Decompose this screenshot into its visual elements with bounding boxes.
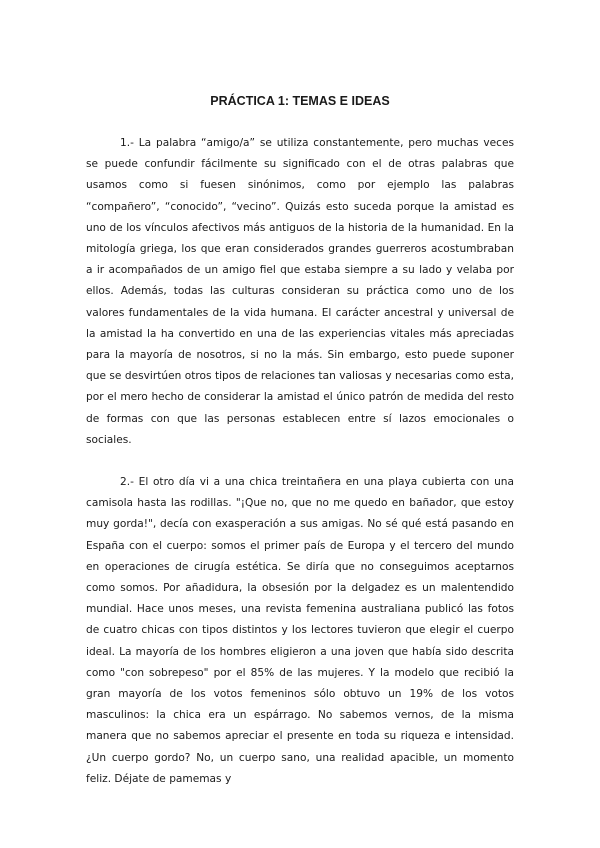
document-page [86, 90, 514, 790]
paragraph-1: 1.- La palabra “amigo/a” se utiliza constantemente, pero muchas veces se puede confundir fácilmente su significado con el de otras palabras que usamos como si fuesen sinónimos, como por ejemplo las palabras “compañero”, “conocido”, “vecino”. Quizás esto suceda porque la amistad es uno de los vínculos afectivos más antiguos de la historia de la humanidad. En la mitología griega, los que eran considerados grandes guerreros acostumbraban a ir acompañados de un amigo fiel que estaba siempre a su lado y velaba por ellos. Además, todas las culturas consideran su práctica como uno de los valores fundamentales de la vida humana. El carácter ancestral y universal de la amistad la ha convertido en una de las experiencias vitales más apreciadas para la mayoría de nosotros, si no la más. Sin embargo, esto puede suponer que se desvirtúen otros tipos de relaciones tan valiosas y necesarias como esta, por el mero hecho de considerar la amistad el único patrón de medida del resto de formas con que las personas establecen entre sí lazos emocionales o sociales. [86, 137, 514, 446]
page-title: PRÁCTICA 1: TEMAS E IDEAS [210, 94, 390, 108]
paragraph-2: 2.- El otro día vi a una chica treintañera en una playa cubierta con una camisola hasta las rodillas. "¡Que no, que no me quedo en bañador, que estoy muy gorda!", decía con exasperación a sus amigas. No sé qué está pasando en España con el cuerpo: somos el primer país de Europa y el tercero del mundo en operaciones de cirugía estética. Se diría que no conseguimos aceptarnos como somos. Por añadidura, la obsesión por la delgadez es un malentendido mundial. Hace unos meses, una revista femenina australiana publicó las fotos de cuatro chicas con tipos distintos y los lectores tuvieron que elegir el cuerpo ideal. La mayoría de los hombres eligieron a una joven que había sido descrita como "con sobrepeso" por el 85% de las mujeres. Y la modelo que recibió la gran mayoría de los votos femeninos sólo obtuvo un 19% de los votos masculinos: la chica era un espárrago. No sabemos vernos, de la misma manera que no sabemos apreciar el presente en toda su riqueza e intensidad. ¿Un cuerpo gordo? No, un cuerpo sano, una realidad apacible, un momento feliz. Déjate de pamemas y [86, 476, 514, 785]
paragraph-spacer [86, 451, 514, 472]
